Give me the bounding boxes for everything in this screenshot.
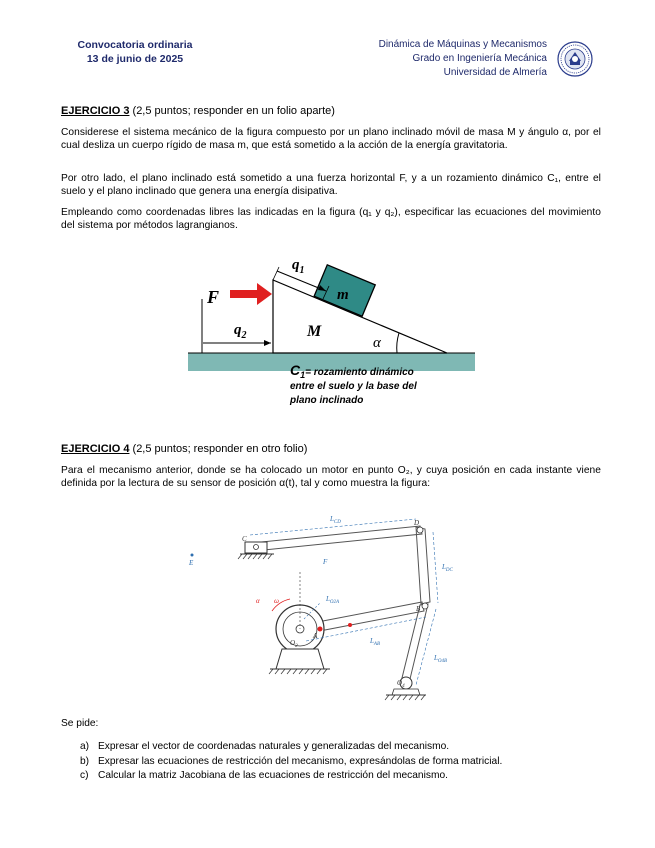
question-list <box>80 740 502 784</box>
exercise-3-heading: EJERCICIO 3 <box>61 105 130 117</box>
label-LO4B-subscript: O4B <box>437 659 448 664</box>
label-D: D <box>414 519 420 527</box>
questions-heading: Se pide: <box>61 718 99 729</box>
joint-A <box>318 627 323 632</box>
header-left <box>60 38 210 66</box>
label-LAB-subscript: AB <box>373 642 381 647</box>
label-C: C <box>242 535 247 543</box>
exam-session: Convocatoria ordinaria <box>77 39 193 51</box>
inclined-plane-figure <box>185 247 475 412</box>
q2-symbol: q <box>234 322 242 338</box>
label-LDC-subscript: DC <box>445 568 453 573</box>
label-LDC <box>441 563 454 573</box>
mass-M-label: M <box>307 323 322 340</box>
label-O4-subscript: 4 <box>402 684 405 689</box>
course-name: Dinámica de Máquinas y Mecanismos <box>378 39 547 50</box>
label-LAB-symbol: L <box>370 637 374 645</box>
label-O2-subscript: 2 <box>295 644 298 649</box>
c1-symbol: C <box>290 362 301 378</box>
q1-label <box>292 257 305 276</box>
link-DB <box>416 527 430 604</box>
label-O4-symbol: O <box>397 679 403 687</box>
question-text: Expresar las ecuaciones de restricción del mecanismo, expresándolas de forma matricial. <box>98 755 503 767</box>
joint-D <box>417 527 423 533</box>
label-F: F <box>323 558 328 566</box>
label-E: E <box>189 559 194 567</box>
q1-subscript: 1 <box>299 265 305 276</box>
university-seal-icon <box>557 41 593 77</box>
point-E <box>348 623 352 627</box>
question-label: c) <box>80 770 89 781</box>
exercise-4-points: (2,5 puntos; responder en otro folio) <box>129 443 308 455</box>
q1-symbol: q <box>292 257 300 273</box>
link-O4B <box>402 604 428 679</box>
question-label: b) <box>80 755 90 767</box>
question-text: Expresar el vector de coordenadas naturales y generalizadas del mecanismo. <box>98 741 450 752</box>
exercise-4-paragraph-1: Para el mecanismo anterior, donde se ha colocado un motor en punto O₂, y cuya posición en cada instante viene definida por la lectura de su sensor de posición α(t), tal y como muestra la figura: <box>61 465 601 490</box>
label-LCD-subscript: CD <box>333 520 341 525</box>
label-LDC-symbol: L <box>442 563 446 571</box>
crank-support <box>276 649 324 669</box>
label-B: B <box>416 605 421 613</box>
label-LCD-symbol: L <box>330 515 334 523</box>
label-O2-symbol: O <box>290 639 296 647</box>
exercise-4-heading: EJERCICIO 4 <box>61 443 130 455</box>
q2-label <box>234 322 247 341</box>
mass-m-label: m <box>337 287 349 303</box>
dim-LO4B <box>416 609 436 685</box>
exam-date: 13 de junio de 2025 <box>86 53 184 65</box>
label-A: A <box>313 632 318 640</box>
university-name: Universidad de Almería <box>443 67 547 78</box>
label-omega: ω <box>274 597 279 605</box>
force-arrow <box>230 290 258 298</box>
label-LAB <box>369 637 380 647</box>
c1-subscript: 1 <box>300 370 306 380</box>
exercise-3-paragraph-2: Por otro lado, el plano inclinado está sometido a una fuerza horizontal F, y a un rozamiento dinámico C₁, entre el suelo y el plano inclinado que genera una energía disipativa. <box>61 173 601 198</box>
degree-name: Grado en Ingeniería Mecánica <box>412 53 547 64</box>
c1-description-line3: plano inclinado <box>290 395 364 406</box>
alpha-label: α <box>373 335 381 351</box>
c1-description: = rozamiento dinámico <box>305 367 414 378</box>
question-text: Calcular la matriz Jacobiana de las ecuaciones de restricción del mecanismo. <box>98 770 448 781</box>
label-LO4B <box>433 654 447 664</box>
exercise-3-paragraph-3: Empleando como coordenadas libres las indicadas en la figura (q₁ y q₂), especificar las ecuaciones del movimiento del sistema por métodos lagrangianos. <box>61 207 601 232</box>
label-LO4B-symbol: L <box>434 654 438 662</box>
exercise-3-paragraph-1: Considerese el sistema mecánico de la figura compuesto por un plano inclinado móvil de masa M y ángulo α, por el cual desliza un cuerpo rígido de masa m, que está sometido a la acción de la energía gravitatoria. <box>61 127 601 152</box>
label-LO2A <box>325 595 340 605</box>
exercise-4-title <box>61 443 307 455</box>
force-arrowhead <box>257 283 272 305</box>
q2-subscript: 2 <box>241 330 247 341</box>
label-LO2A-symbol: L <box>326 595 330 603</box>
exercise-3-title <box>61 105 335 117</box>
mechanism-figure <box>180 507 490 707</box>
label-LCD <box>329 515 341 525</box>
point-outside <box>191 554 194 557</box>
label-alpha: α <box>256 597 260 605</box>
question-item <box>80 755 502 770</box>
label-LO2A-subscript: O2A <box>329 600 340 605</box>
exercise-3-points: (2,5 puntos; responder en un folio aparte) <box>129 105 335 117</box>
question-label: a) <box>80 741 90 752</box>
dim-LDC <box>433 532 438 603</box>
link-CD <box>252 526 422 551</box>
joint-B <box>422 603 428 609</box>
c1-description-line2: entre el suelo y la base del <box>290 381 417 392</box>
question-item <box>80 769 502 784</box>
question-item <box>80 740 502 755</box>
header-right <box>379 38 547 80</box>
force-label: F <box>207 287 220 307</box>
